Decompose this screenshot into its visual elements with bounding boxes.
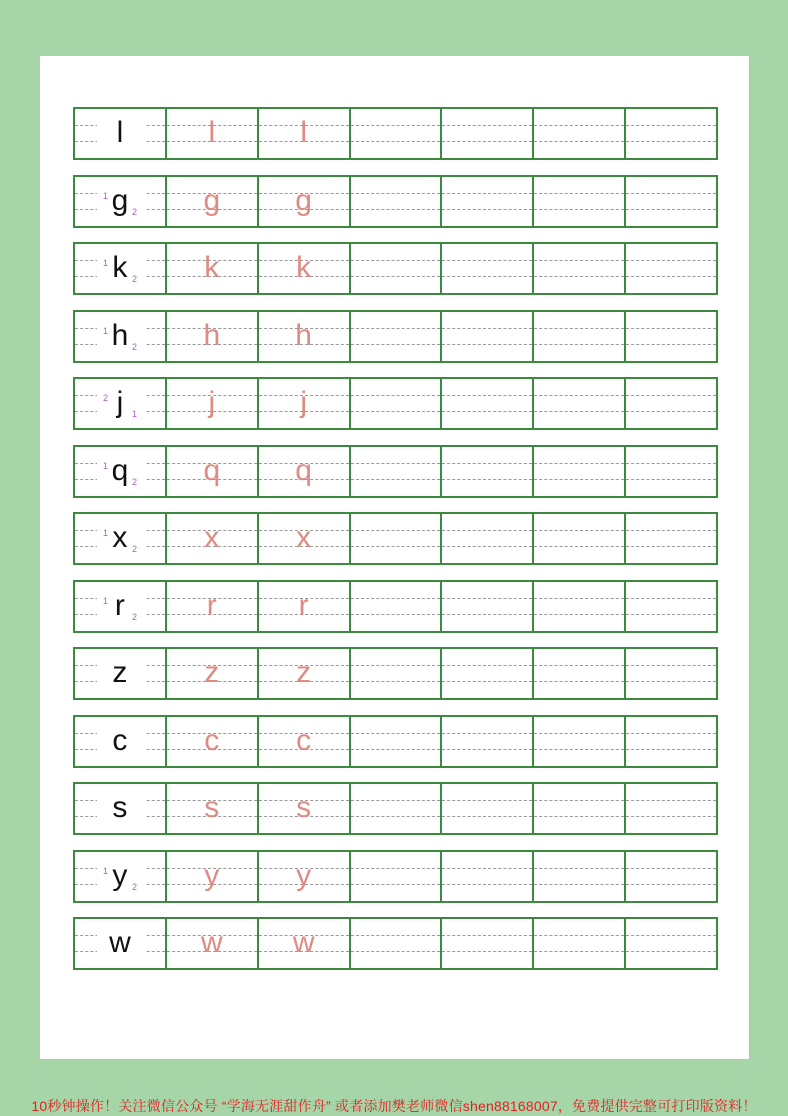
stroke-order-mark: 2 <box>132 476 138 487</box>
trace-cell <box>259 919 351 968</box>
trace-letter: w <box>292 926 315 959</box>
empty-writing-cell[interactable] <box>626 379 716 428</box>
trace-cell <box>167 379 259 428</box>
model-letter: s <box>112 791 128 824</box>
empty-writing-cell[interactable] <box>442 717 534 766</box>
trace-letter: x <box>204 521 220 554</box>
empty-writing-cell[interactable] <box>351 109 443 158</box>
trace-cell <box>259 784 351 833</box>
practice-row-g <box>73 175 718 228</box>
empty-writing-cell[interactable] <box>351 312 443 361</box>
stroke-order-mark: 1 <box>103 325 109 336</box>
practice-row-j <box>73 377 718 430</box>
empty-writing-cell[interactable] <box>442 852 534 901</box>
practice-row-q <box>73 445 718 498</box>
empty-writing-cell[interactable] <box>442 379 534 428</box>
stroke-order-mark: 1 <box>132 409 138 419</box>
trace-cell <box>259 244 351 293</box>
empty-writing-cell[interactable] <box>626 514 716 563</box>
practice-row-l <box>73 107 718 160</box>
model-cell <box>75 717 167 766</box>
empty-writing-cell[interactable] <box>351 177 443 226</box>
model-letter: h <box>111 318 129 352</box>
trace-letter: s <box>204 791 220 824</box>
empty-writing-cell[interactable] <box>351 784 443 833</box>
trace-cell <box>259 514 351 563</box>
empty-writing-cell[interactable] <box>442 919 534 968</box>
trace-letter: j <box>300 386 307 419</box>
empty-writing-cell[interactable] <box>351 919 443 968</box>
practice-row-z <box>73 647 718 700</box>
trace-cell <box>167 784 259 833</box>
trace-letter: q <box>203 453 221 487</box>
stroke-order-mark: 1 <box>103 595 109 606</box>
footer-caption: 10秒钟操作！关注微信公众号 “学海无涯甜作舟” 或者添加樊老师微信shen88168007，免费提供完整可打印版资料！ <box>31 1098 757 1114</box>
trace-cell <box>167 177 259 226</box>
trace-letter: g <box>295 183 312 217</box>
model-letter: q <box>111 453 129 487</box>
empty-writing-cell[interactable] <box>534 852 626 901</box>
stroke-order-mark: 1 <box>103 190 109 201</box>
empty-writing-cell[interactable] <box>351 852 443 901</box>
practice-row-c <box>73 715 718 768</box>
model-cell <box>75 649 167 698</box>
writing-grid <box>73 107 718 985</box>
model-cell <box>75 582 167 631</box>
empty-writing-cell[interactable] <box>534 177 626 226</box>
practice-row-k <box>73 242 718 295</box>
empty-writing-cell[interactable] <box>626 447 716 496</box>
model-letter: w <box>109 926 131 959</box>
trace-cell <box>167 447 259 496</box>
worksheet-page <box>40 56 749 1059</box>
empty-writing-cell[interactable] <box>534 582 626 631</box>
empty-writing-cell[interactable] <box>534 447 626 496</box>
model-cell <box>75 177 167 226</box>
empty-writing-cell[interactable] <box>351 649 443 698</box>
stroke-order-mark: 2 <box>132 206 138 217</box>
empty-writing-cell[interactable] <box>534 649 626 698</box>
model-cell <box>75 784 167 833</box>
empty-writing-cell[interactable] <box>351 379 443 428</box>
empty-writing-cell[interactable] <box>626 582 716 631</box>
trace-letter: j <box>208 386 216 419</box>
empty-writing-cell[interactable] <box>442 177 534 226</box>
trace-cell <box>167 919 259 968</box>
empty-writing-cell[interactable] <box>534 784 626 833</box>
empty-writing-cell[interactable] <box>626 244 716 293</box>
trace-letter: r <box>206 588 217 622</box>
empty-writing-cell[interactable] <box>626 109 716 158</box>
trace-letter: k <box>296 251 312 284</box>
model-letter: j <box>116 386 124 419</box>
trace-letter: q <box>295 453 312 487</box>
empty-writing-cell[interactable] <box>442 582 534 631</box>
stroke-order-mark: 2 <box>103 393 109 403</box>
empty-writing-cell[interactable] <box>442 244 534 293</box>
model-letter: x <box>112 521 128 554</box>
trace-letter: x <box>296 521 312 554</box>
stroke-order-mark: 2 <box>132 341 138 352</box>
empty-writing-cell[interactable] <box>351 717 443 766</box>
model-cell <box>75 244 167 293</box>
trace-cell <box>167 852 259 901</box>
empty-writing-cell[interactable] <box>626 919 716 968</box>
empty-writing-cell[interactable] <box>626 649 716 698</box>
empty-writing-cell[interactable] <box>626 717 716 766</box>
trace-cell <box>167 717 259 766</box>
model-cell <box>75 447 167 496</box>
empty-writing-cell[interactable] <box>351 514 443 563</box>
trace-cell <box>259 717 351 766</box>
model-letter: l <box>116 116 124 149</box>
practice-row-r <box>73 580 718 633</box>
stroke-order-mark: 2 <box>132 544 138 554</box>
model-letter: r <box>114 588 125 622</box>
trace-letter: z <box>204 656 220 689</box>
empty-writing-cell[interactable] <box>534 379 626 428</box>
trace-letter: h <box>203 318 221 352</box>
empty-writing-cell[interactable] <box>534 312 626 361</box>
trace-letter: l <box>208 116 216 149</box>
practice-row-x <box>73 512 718 565</box>
trace-cell <box>167 582 259 631</box>
empty-writing-cell[interactable] <box>626 784 716 833</box>
stroke-order-mark: 1 <box>103 460 109 471</box>
model-cell <box>75 919 167 968</box>
stroke-order-mark: 2 <box>132 274 138 284</box>
trace-cell <box>259 177 351 226</box>
empty-writing-cell[interactable] <box>351 447 443 496</box>
trace-cell <box>259 109 351 158</box>
empty-writing-cell[interactable] <box>442 447 534 496</box>
trace-letter: r <box>298 588 309 622</box>
trace-letter: w <box>200 926 223 959</box>
model-letter: z <box>112 656 128 689</box>
empty-writing-cell[interactable] <box>626 312 716 361</box>
empty-writing-cell[interactable] <box>534 109 626 158</box>
empty-writing-cell[interactable] <box>626 852 716 901</box>
trace-letter: c <box>204 723 220 757</box>
empty-writing-cell[interactable] <box>442 514 534 563</box>
empty-writing-cell[interactable] <box>442 312 534 361</box>
trace-letter: h <box>295 318 312 352</box>
empty-writing-cell[interactable] <box>534 919 626 968</box>
model-cell <box>75 379 167 428</box>
trace-cell <box>167 514 259 563</box>
model-cell <box>75 514 167 563</box>
trace-cell <box>167 649 259 698</box>
trace-letter: c <box>296 723 312 757</box>
empty-writing-cell[interactable] <box>442 109 534 158</box>
practice-row-h <box>73 310 718 363</box>
trace-letter: y <box>204 858 220 892</box>
trace-cell <box>167 244 259 293</box>
empty-writing-cell[interactable] <box>442 784 534 833</box>
trace-letter: l <box>300 116 307 149</box>
empty-writing-cell[interactable] <box>442 649 534 698</box>
trace-letter: z <box>296 656 312 689</box>
trace-cell <box>259 379 351 428</box>
trace-cell <box>259 852 351 901</box>
trace-letter: g <box>203 183 221 217</box>
model-letter: y <box>112 858 128 892</box>
practice-row-w <box>73 917 718 970</box>
empty-writing-cell[interactable] <box>626 177 716 226</box>
empty-writing-cell[interactable] <box>351 244 443 293</box>
trace-cell <box>259 582 351 631</box>
model-letter: c <box>112 723 128 757</box>
trace-cell <box>167 312 259 361</box>
trace-letter: k <box>204 251 220 284</box>
empty-writing-cell[interactable] <box>534 514 626 563</box>
stroke-order-mark: 2 <box>132 611 138 622</box>
empty-writing-cell[interactable] <box>351 582 443 631</box>
trace-cell <box>259 447 351 496</box>
stroke-order-mark: 2 <box>132 881 138 892</box>
stroke-order-mark: 1 <box>103 865 109 876</box>
trace-cell <box>259 312 351 361</box>
model-letter: k <box>112 251 128 284</box>
trace-letter: s <box>296 791 312 824</box>
practice-row-y <box>73 850 718 903</box>
stroke-order-mark: 1 <box>103 528 109 538</box>
stroke-order-mark: 1 <box>103 258 109 268</box>
trace-cell <box>259 649 351 698</box>
model-letter: g <box>111 183 129 217</box>
trace-letter: y <box>296 858 312 892</box>
empty-writing-cell[interactable] <box>534 244 626 293</box>
model-cell <box>75 109 167 158</box>
practice-row-s <box>73 782 718 835</box>
trace-cell <box>167 109 259 158</box>
model-cell <box>75 312 167 361</box>
empty-writing-cell[interactable] <box>534 717 626 766</box>
model-cell <box>75 852 167 901</box>
